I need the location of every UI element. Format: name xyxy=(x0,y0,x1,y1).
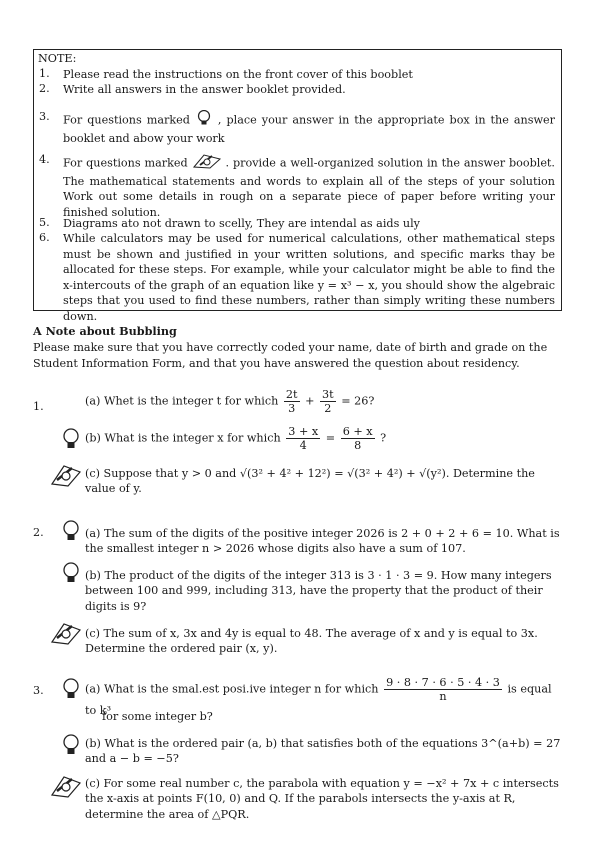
numerator: 6 + x xyxy=(342,425,373,438)
note-item-text: Diagrams ato not drawn to scelly, They are intendal as aids uly xyxy=(63,217,420,230)
numerator: 3t xyxy=(322,388,334,401)
fraction xyxy=(384,676,502,703)
note-item-text: Please read the instructions on the front cover of this booblet xyxy=(63,68,413,81)
equation-rhs: = 26? xyxy=(341,394,375,408)
fraction xyxy=(341,425,375,452)
note-item-number: 4. xyxy=(39,153,50,166)
question-number: 1. xyxy=(33,400,44,413)
note-item-number: 1. xyxy=(39,67,50,80)
note-item-text: While calculators may be used for numerical calculations, other mathematical steps must be shown and justified in your written solutions, and specific marks thay be allocated for these steps. For example, while your calculator might be able to find the x-intercouts of the graph of an equation like y = x³ − x, you should show the algebraic steps that you used to find these numbers, rather than simply writing these numbers down. xyxy=(63,232,555,323)
note-item-number: 5. xyxy=(39,216,50,229)
denominator: 4 xyxy=(299,439,307,452)
pencil-paper-icon xyxy=(50,773,82,802)
question-2b: (b) The product of the digits of the integer 313 is 3 · 1 · 3 = 9. How many integers between 100 and 999, including 313, have the property that the product of their digits is 9? xyxy=(85,569,552,613)
lightbulb-icon xyxy=(62,520,80,545)
lightbulb-icon xyxy=(62,428,80,453)
note-box xyxy=(33,49,562,323)
note-item-post: . provide a well-organized solution in the answer booblet. The mathematical statements and words to explain all of the steps of your solution Work out some details in rough on a separate piece of paper before writing your finished solution. xyxy=(63,156,555,219)
denominator: n xyxy=(439,690,447,703)
question-2c: (c) The sum of x, 3x and 4y is equal to 48. The average of x and y is equal to 3x. Determine the ordered pair (x, y). xyxy=(85,627,538,656)
question-1a-label: (a) Whet is the integer t for which xyxy=(85,394,279,408)
note-item-post: , place your answer in the appropriate box in the answer booklet and abow your work xyxy=(63,113,555,145)
fraction xyxy=(320,388,336,415)
lightbulb-icon xyxy=(195,110,213,131)
note-title: NOTE: xyxy=(38,52,77,65)
question-3a-line2: for some integer b? xyxy=(102,710,213,723)
denominator: 2 xyxy=(324,402,332,415)
lightbulb-icon xyxy=(62,678,80,703)
note-item-pre: For questions marked xyxy=(63,113,190,127)
question-2a: (a) The sum of the digits of the positive integer 2026 is 2 + 0 + 2 + 6 = 10. What is the smallest integer n > 2026 whose digits also have a sum of 107. xyxy=(85,527,560,556)
fraction xyxy=(284,388,300,415)
question-number: 2. xyxy=(33,526,44,539)
fraction xyxy=(286,425,320,452)
note-item-pre: For questions marked xyxy=(63,156,188,170)
equation-rhs: ? xyxy=(380,431,387,445)
note-item-number: 3. xyxy=(39,110,50,123)
lightbulb-icon xyxy=(62,562,80,587)
note-item-text: Write all answers in the answer booklet provided. xyxy=(63,83,346,96)
pencil-paper-icon xyxy=(50,462,82,491)
note-item-text xyxy=(63,110,555,146)
bubbling-text: Please make sure that you have correctly coded your name, date of birth and grade on the Student Information Form, and that you have answered the question about residency. xyxy=(33,341,548,370)
question-number: 3. xyxy=(33,684,44,697)
question-3b: (b) What is the ordered pair (a, b) that satisfies both of the equations 3^(a+b) = 27 and a − b = −5? xyxy=(85,737,561,766)
question-1b-label: (b) What is the integer x for which xyxy=(85,431,281,445)
note-item-text xyxy=(63,153,555,220)
denominator: 3 xyxy=(288,402,296,415)
bubbling-heading: A Note about Bubbling xyxy=(33,324,177,338)
question-1a xyxy=(85,388,374,415)
note-item-number: 6. xyxy=(39,231,50,244)
question-3a-label: (a) What is the smal.est posi.ive integer n for which xyxy=(85,682,379,696)
numerator: 9 · 8 · 7 · 6 · 5 · 4 · 3 xyxy=(386,676,500,689)
lightbulb-icon xyxy=(62,734,80,759)
question-1c: (c) Suppose that y > 0 and √(3² + 4² + 12²) = √(3² + 4²) + √(y²). Determine the value of y. xyxy=(85,467,535,496)
operator: = xyxy=(325,431,336,445)
equation-rhs: is equal to k³ xyxy=(85,682,552,717)
numerator: 2t xyxy=(285,388,298,401)
pencil-paper-icon xyxy=(192,153,222,174)
denominator: 8 xyxy=(354,439,362,452)
question-3c: (c) For some real number c, the parabola with equation y = −x² + 7x + c intersects the x-axis at points F(10, 0) and Q. If the parabols intersects the y-axis at R, determine the area of △PQR. xyxy=(85,777,559,821)
operator: + xyxy=(305,394,315,408)
pencil-paper-icon xyxy=(50,620,82,649)
numerator: 3 + x xyxy=(288,425,319,438)
note-item-number: 2. xyxy=(39,82,50,95)
question-1b xyxy=(85,425,386,452)
